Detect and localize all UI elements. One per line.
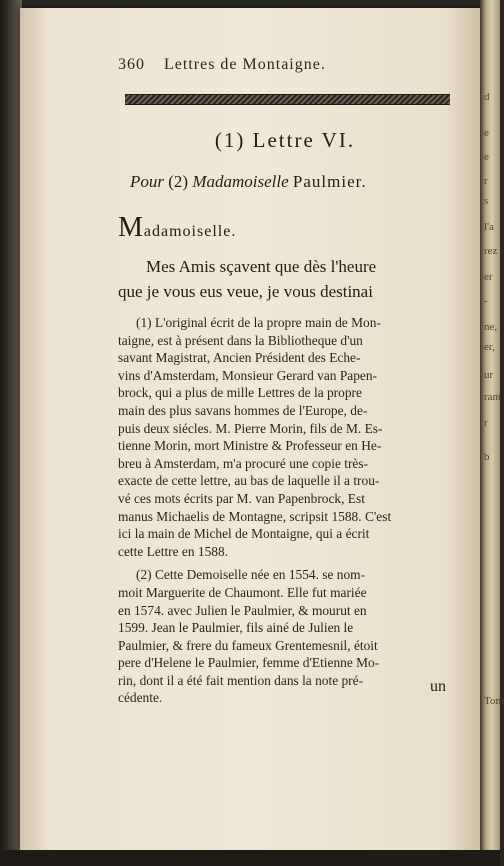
address-name: Paulmier.	[292, 172, 367, 191]
footnote-1-line: main des plus savans hommes de l'Europe, de-	[118, 402, 368, 418]
footnote-2-line: moit Marguerite de Chaumont. Elle fut mariée	[118, 584, 367, 600]
footnote-1-line: exacte de cette lettre, au bas de laquelle il a trou-	[118, 473, 380, 489]
footnote-1-line: manus Michaelis de Montagne, scripsit 1588. C'est	[118, 508, 392, 524]
address-note-ref: (2)	[168, 172, 189, 191]
letter-address	[130, 172, 460, 192]
footnote-2-line: cédente.	[118, 690, 163, 706]
footnote-1-line: taigne, est à présent dans la Bibliotheque d'un	[118, 332, 363, 348]
adjacent-page-fragment: rant	[484, 391, 502, 403]
footnote-2-line: Paulmier, & frere du fameux Grentemesnil, étoit	[118, 637, 378, 653]
page-number: 360	[118, 56, 145, 73]
adjacent-page-fragment: s	[484, 195, 489, 207]
footnote-1-line: savant Magistrat, Ancien Président des Eche-	[118, 350, 361, 366]
adjacent-page-fragment: er	[484, 271, 493, 283]
address-pour: Pour	[130, 172, 164, 191]
footnote-2-line: en 1574. avec Julien le Paulmier, & mourut en	[118, 602, 367, 618]
book-spine-left	[0, 0, 22, 866]
footnote-2-line: pere d'Helene le Paulmier, femme d'Etienne Mo-	[118, 655, 380, 671]
adjacent-page-fragment: -	[484, 295, 488, 307]
footnote-2-line: 1599. Jean le Paulmier, fils ainé de Julien le	[118, 620, 354, 636]
letter-title: (1) Lettre VI.	[214, 128, 356, 152]
footnote-1-line: puis deux siécles. M. Pierre Morin, fils de M. Es-	[118, 420, 383, 436]
salutation-rest: adamoiselle.	[143, 223, 237, 240]
footnote-2	[118, 566, 453, 707]
footnote-1-line: ici la main de Michel de Montaigne, qui a écrit	[118, 526, 370, 542]
adjacent-page-fragment: ne,	[484, 321, 498, 333]
adjacent-page-fragment: r	[484, 175, 488, 187]
footnote-1-line: brock, qui a plus de mille Lettres de la propre	[118, 385, 362, 401]
salutation-initial: M	[118, 212, 144, 243]
adjacent-page-edge	[480, 0, 504, 866]
adjacent-page-fragment: e	[484, 151, 489, 163]
adjacent-page-fragment: er,	[484, 341, 495, 353]
footnote-1-line: (1) L'original écrit de la propre main de Mon-	[136, 315, 381, 330]
adjacent-page-fragment: rez	[484, 245, 498, 257]
address-madamoiselle: Madamoiselle	[192, 172, 289, 191]
adjacent-page-fragment: Tom	[484, 695, 504, 707]
book-bottom-shadow	[0, 850, 500, 866]
footnote-1-line: vé ces mots écrits par M. van Papenbrock, Est	[118, 490, 365, 506]
letter-opening	[118, 254, 453, 304]
footnote-1-line: breu à Amsterdam, m'a procuré une copie très-	[118, 455, 369, 471]
ornamental-rule	[125, 94, 450, 105]
running-head	[118, 56, 448, 74]
opening-line-2: que je vous eus veue, je vous destinai	[118, 282, 373, 301]
adjacent-page-fragment: r	[484, 417, 488, 429]
catchword: un	[430, 678, 446, 695]
salutation	[118, 212, 236, 244]
adjacent-page-fragment: b	[484, 451, 490, 463]
footnote-2-line: (2) Cette Demoiselle née en 1554. se nom-	[136, 567, 366, 583]
footnote-1-line: tienne Morin, mort Ministre & Professeur en He-	[118, 438, 382, 454]
adjacent-page-fragment: d	[484, 91, 490, 103]
adjacent-page-fragment: e	[484, 127, 489, 139]
footnote-1	[118, 314, 453, 560]
footnotes	[118, 314, 453, 707]
running-title: Lettres de Montaigne.	[164, 56, 326, 73]
adjacent-page-fragment: l'a	[484, 221, 494, 233]
footnote-1-line: vins d'Amsterdam, Monsieur Gerard van Papen-	[118, 367, 378, 383]
adjacent-page-fragment: ur	[484, 369, 494, 381]
footnote-1-line: cette Lettre en 1588.	[118, 543, 229, 559]
footnote-2-line: rin, dont il a été fait mention dans la note pré-	[118, 672, 364, 688]
opening-line-1: Mes Amis sçavent que dès l'heure	[146, 257, 377, 276]
